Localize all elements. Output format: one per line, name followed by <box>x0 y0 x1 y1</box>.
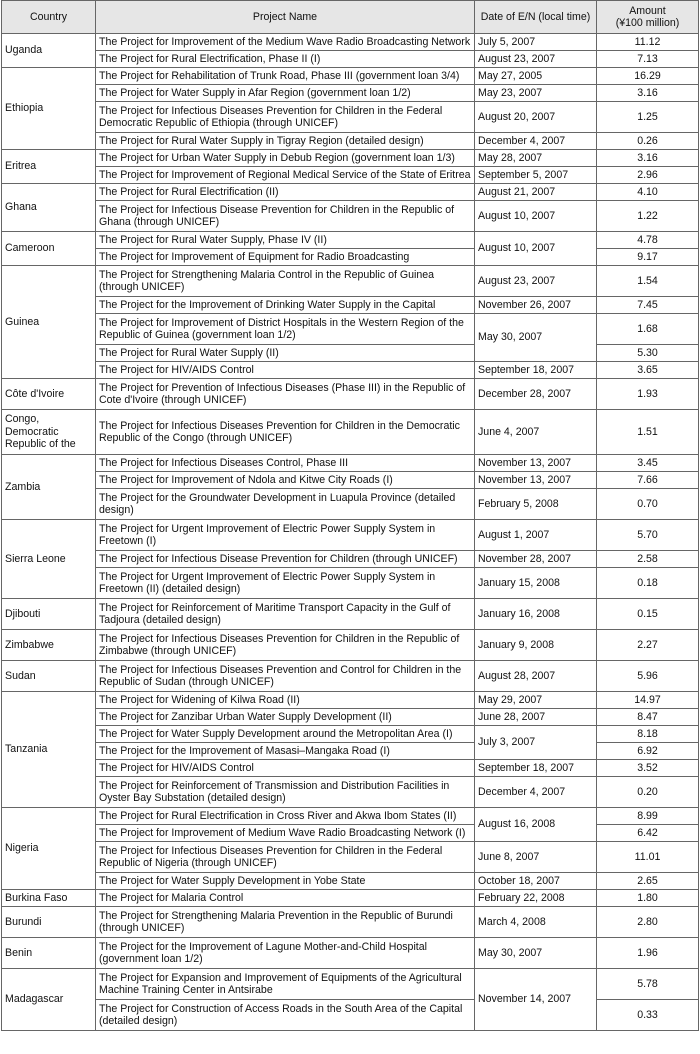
table-row <box>2 201 699 232</box>
project-name-cell: The Project for Water Supply Development in Yobe State <box>96 873 475 890</box>
date-cell: June 4, 2007 <box>475 410 597 455</box>
country-cell: Ghana <box>2 184 96 232</box>
amount-cell: 2.58 <box>597 551 699 568</box>
header-project-name: Project Name <box>96 1 475 34</box>
project-name-cell: The Project for Infectious Diseases Prevention and Control for Children in the Republic of Sudan (through UNICEF) <box>96 661 475 692</box>
date-cell: November 28, 2007 <box>475 551 597 568</box>
table-row <box>2 726 699 743</box>
table-row <box>2 297 699 314</box>
country-cell: Guinea <box>2 266 96 379</box>
country-cell: Eritrea <box>2 150 96 184</box>
date-cell: May 28, 2007 <box>475 150 597 167</box>
project-name-cell: The Project for Prevention of Infectious Diseases (Phase III) in the Republic of Cote d'Ivoire (through UNICEF) <box>96 379 475 410</box>
amount-cell: 9.17 <box>597 249 699 266</box>
date-cell: February 22, 2008 <box>475 890 597 907</box>
amount-cell: 7.13 <box>597 51 699 68</box>
amount-cell: 2.65 <box>597 873 699 890</box>
project-name-cell: The Project for Improvement of Equipment for Radio Broadcasting <box>96 249 475 266</box>
amount-cell: 2.96 <box>597 167 699 184</box>
date-cell: November 26, 2007 <box>475 297 597 314</box>
country-cell: Zambia <box>2 455 96 520</box>
amount-cell: 14.97 <box>597 692 699 709</box>
project-name-cell: The Project for Infectious Diseases Prevention for Children in the Democratic Republic of the Congo (through UNICEF) <box>96 410 475 455</box>
table-row <box>2 630 699 661</box>
amount-cell: 4.10 <box>597 184 699 201</box>
date-cell: November 14, 2007 <box>475 969 597 1031</box>
project-name-cell: The Project for Rural Electrification (II) <box>96 184 475 201</box>
project-name-cell: The Project for Rural Electrification, Phase II (I) <box>96 51 475 68</box>
country-cell: Burkina Faso <box>2 890 96 907</box>
country-cell: Benin <box>2 938 96 969</box>
table-row <box>2 873 699 890</box>
header-amount <box>597 1 699 34</box>
table-row <box>2 102 699 133</box>
date-cell: February 5, 2008 <box>475 489 597 520</box>
header-date: Date of E/N (local time) <box>475 1 597 34</box>
date-cell: May 30, 2007 <box>475 314 597 362</box>
amount-cell: 3.52 <box>597 760 699 777</box>
amount-cell: 1.25 <box>597 102 699 133</box>
project-name-cell: The Project for Malaria Control <box>96 890 475 907</box>
header-country: Country <box>2 1 96 34</box>
date-cell: December 4, 2007 <box>475 777 597 808</box>
amount-cell: 2.27 <box>597 630 699 661</box>
project-name-cell: The Project for Infectious Disease Prevention for Children (through UNICEF) <box>96 551 475 568</box>
table-row <box>2 760 699 777</box>
amount-cell: 5.30 <box>597 345 699 362</box>
project-name-cell: The Project for the Improvement of Lagune Mother-and-Child Hospital (government loan 1/2) <box>96 938 475 969</box>
country-cell: Tanzania <box>2 692 96 808</box>
date-cell: May 30, 2007 <box>475 938 597 969</box>
date-cell: September 5, 2007 <box>475 167 597 184</box>
amount-cell: 8.18 <box>597 726 699 743</box>
amount-cell: 3.16 <box>597 150 699 167</box>
table-row <box>2 34 699 51</box>
amount-cell: 1.68 <box>597 314 699 345</box>
country-cell: Ethiopia <box>2 68 96 150</box>
table-row <box>2 150 699 167</box>
date-cell: September 18, 2007 <box>475 760 597 777</box>
amount-cell: 5.96 <box>597 661 699 692</box>
table-row <box>2 232 699 249</box>
project-name-cell: The Project for Infectious Diseases Prevention for Children in the Federal Democratic Republic of Ethiopia (through UNICEF) <box>96 102 475 133</box>
country-cell: Zimbabwe <box>2 630 96 661</box>
project-name-cell: The Project for Infectious Diseases Prevention for Children in the Federal Republic of Nigeria (through UNICEF) <box>96 842 475 873</box>
project-name-cell: The Project for Improvement of the Medium Wave Radio Broadcasting Network <box>96 34 475 51</box>
table-row <box>2 133 699 150</box>
table-row <box>2 938 699 969</box>
amount-cell: 6.92 <box>597 743 699 760</box>
project-name-cell: The Project for Rural Water Supply in Tigray Region (detailed design) <box>96 133 475 150</box>
table-row <box>2 489 699 520</box>
table-row <box>2 551 699 568</box>
table-row <box>2 379 699 410</box>
table-row <box>2 777 699 808</box>
project-name-cell: The Project for Strengthening Malaria Control in the Republic of Guinea (through UNICEF) <box>96 266 475 297</box>
country-cell: Djibouti <box>2 599 96 630</box>
amount-cell: 5.70 <box>597 520 699 551</box>
date-cell: July 5, 2007 <box>475 34 597 51</box>
table-row <box>2 568 699 599</box>
project-name-cell: The Project for Rehabilitation of Trunk Road, Phase III (government loan 3/4) <box>96 68 475 85</box>
table-row <box>2 362 699 379</box>
date-cell: August 10, 2007 <box>475 232 597 266</box>
amount-cell: 7.66 <box>597 472 699 489</box>
project-name-cell: The Project for Improvement of District Hospitals in the Western Region of the Republic of Guinea (government loan 1/2) <box>96 314 475 345</box>
project-name-cell: The Project for HIV/AIDS Control <box>96 760 475 777</box>
date-cell: December 4, 2007 <box>475 133 597 150</box>
amount-cell: 0.26 <box>597 133 699 150</box>
amount-cell: 3.65 <box>597 362 699 379</box>
table-row <box>2 842 699 873</box>
date-cell: September 18, 2007 <box>475 362 597 379</box>
project-name-cell: The Project for Rural Water Supply, Phase IV (II) <box>96 232 475 249</box>
amount-cell: 1.22 <box>597 201 699 232</box>
date-cell: August 10, 2007 <box>475 201 597 232</box>
amount-cell: 1.93 <box>597 379 699 410</box>
table-row <box>2 599 699 630</box>
date-cell: August 21, 2007 <box>475 184 597 201</box>
date-cell: October 18, 2007 <box>475 873 597 890</box>
date-cell: June 28, 2007 <box>475 709 597 726</box>
country-cell: Uganda <box>2 34 96 68</box>
table-row <box>2 455 699 472</box>
table-body <box>2 34 699 1031</box>
date-cell: July 3, 2007 <box>475 726 597 760</box>
amount-cell: 2.80 <box>597 907 699 938</box>
table-row <box>2 890 699 907</box>
project-name-cell: The Project for the Improvement of Masasi–Mangaka Road (I) <box>96 743 475 760</box>
project-name-cell: The Project for Infectious Disease Prevention for Children in the Republic of Ghana (through UNICEF) <box>96 201 475 232</box>
date-cell: August 1, 2007 <box>475 520 597 551</box>
date-cell: August 16, 2008 <box>475 808 597 842</box>
header-row <box>2 1 699 34</box>
project-name-cell: The Project for Rural Electrification in Cross River and Akwa Ibom States (II) <box>96 808 475 825</box>
amount-cell: 3.16 <box>597 85 699 102</box>
project-name-cell: The Project for the Groundwater Development in Luapula Province (detailed design) <box>96 489 475 520</box>
date-cell: January 15, 2008 <box>475 568 597 599</box>
country-cell: Congo, Democratic Republic of the <box>2 410 96 455</box>
date-cell: May 29, 2007 <box>475 692 597 709</box>
project-name-cell: The Project for Water Supply Development around the Metropolitan Area (I) <box>96 726 475 743</box>
table-row <box>2 314 699 345</box>
amount-cell: 0.15 <box>597 599 699 630</box>
amount-cell: 3.45 <box>597 455 699 472</box>
country-cell: Sudan <box>2 661 96 692</box>
amount-cell: 1.54 <box>597 266 699 297</box>
amount-cell: 6.42 <box>597 825 699 842</box>
date-cell: March 4, 2008 <box>475 907 597 938</box>
date-cell: August 23, 2007 <box>475 266 597 297</box>
country-cell: Cameroon <box>2 232 96 266</box>
amount-cell: 0.70 <box>597 489 699 520</box>
amount-cell: 16.29 <box>597 68 699 85</box>
date-cell: December 28, 2007 <box>475 379 597 410</box>
table-row <box>2 709 699 726</box>
table-row <box>2 266 699 297</box>
amount-cell: 0.20 <box>597 777 699 808</box>
country-cell: Nigeria <box>2 808 96 890</box>
project-name-cell: The Project for HIV/AIDS Control <box>96 362 475 379</box>
table-row <box>2 85 699 102</box>
date-cell: November 13, 2007 <box>475 472 597 489</box>
table-row <box>2 969 699 1000</box>
amount-cell: 1.51 <box>597 410 699 455</box>
project-name-cell: The Project for Urban Water Supply in Debub Region (government loan 1/3) <box>96 150 475 167</box>
table-row <box>2 472 699 489</box>
amount-cell: 0.18 <box>597 568 699 599</box>
date-cell: November 13, 2007 <box>475 455 597 472</box>
country-cell: Côte d'Ivoire <box>2 379 96 410</box>
table-row <box>2 520 699 551</box>
country-cell: Madagascar <box>2 969 96 1031</box>
amount-cell: 7.45 <box>597 297 699 314</box>
table-row <box>2 68 699 85</box>
amount-cell: 11.12 <box>597 34 699 51</box>
grant-aid-table <box>1 0 699 1031</box>
project-name-cell: The Project for Zanzibar Urban Water Supply Development (II) <box>96 709 475 726</box>
date-cell: January 9, 2008 <box>475 630 597 661</box>
country-cell: Burundi <box>2 907 96 938</box>
project-name-cell: The Project for Construction of Access Roads in the South Area of the Capital (detailed design) <box>96 1000 475 1031</box>
project-name-cell: The Project for Reinforcement of Maritime Transport Capacity in the Gulf of Tadjoura (detailed design) <box>96 599 475 630</box>
date-cell: August 23, 2007 <box>475 51 597 68</box>
project-name-cell: The Project for Strengthening Malaria Prevention in the Republic of Burundi (through UNICEF) <box>96 907 475 938</box>
project-name-cell: The Project for Reinforcement of Transmission and Distribution Facilities in Oyster Bay Substation (detailed design) <box>96 777 475 808</box>
project-name-cell: The Project for Urgent Improvement of Electric Power Supply System in Freetown (I) <box>96 520 475 551</box>
date-cell: January 16, 2008 <box>475 599 597 630</box>
project-name-cell: The Project for Water Supply in Afar Region (government loan 1/2) <box>96 85 475 102</box>
project-name-cell: The Project for the Improvement of Drinking Water Supply in the Capital <box>96 297 475 314</box>
table-row <box>2 167 699 184</box>
project-name-cell: The Project for Rural Water Supply (II) <box>96 345 475 362</box>
date-cell: August 28, 2007 <box>475 661 597 692</box>
header-amount-label: Amount <box>629 4 666 17</box>
amount-cell: 5.78 <box>597 969 699 1000</box>
date-cell: May 23, 2007 <box>475 85 597 102</box>
table-row <box>2 808 699 825</box>
project-name-cell: The Project for Infectious Diseases Control, Phase III <box>96 455 475 472</box>
amount-cell: 1.80 <box>597 890 699 907</box>
table-row <box>2 907 699 938</box>
amount-cell: 0.33 <box>597 1000 699 1031</box>
table-row <box>2 51 699 68</box>
header-amount-unit: (¥100 million) <box>615 17 680 29</box>
amount-cell: 8.99 <box>597 808 699 825</box>
amount-cell: 4.78 <box>597 232 699 249</box>
project-name-cell: The Project for Infectious Diseases Prevention for Children in the Republic of Zimbabwe (through UNICEF) <box>96 630 475 661</box>
project-name-cell: The Project for Urgent Improvement of Electric Power Supply System in Freetown (II) (detailed design) <box>96 568 475 599</box>
amount-cell: 11.01 <box>597 842 699 873</box>
project-name-cell: The Project for Improvement of Medium Wave Radio Broadcasting Network (I) <box>96 825 475 842</box>
amount-cell: 8.47 <box>597 709 699 726</box>
table-row <box>2 692 699 709</box>
table-row <box>2 661 699 692</box>
project-name-cell: The Project for Widening of Kilwa Road (II) <box>96 692 475 709</box>
table-row <box>2 410 699 455</box>
date-cell: June 8, 2007 <box>475 842 597 873</box>
country-cell: Sierra Leone <box>2 520 96 599</box>
project-name-cell: The Project for Improvement of Regional Medical Service of the State of Eritrea <box>96 167 475 184</box>
project-name-cell: The Project for Expansion and Improvement of Equipments of the Agricultural Machine Training Center in Antsirabe <box>96 969 475 1000</box>
project-name-cell: The Project for Improvement of Ndola and Kitwe City Roads (I) <box>96 472 475 489</box>
date-cell: May 27, 2005 <box>475 68 597 85</box>
table-row <box>2 184 699 201</box>
date-cell: August 20, 2007 <box>475 102 597 133</box>
amount-cell: 1.96 <box>597 938 699 969</box>
